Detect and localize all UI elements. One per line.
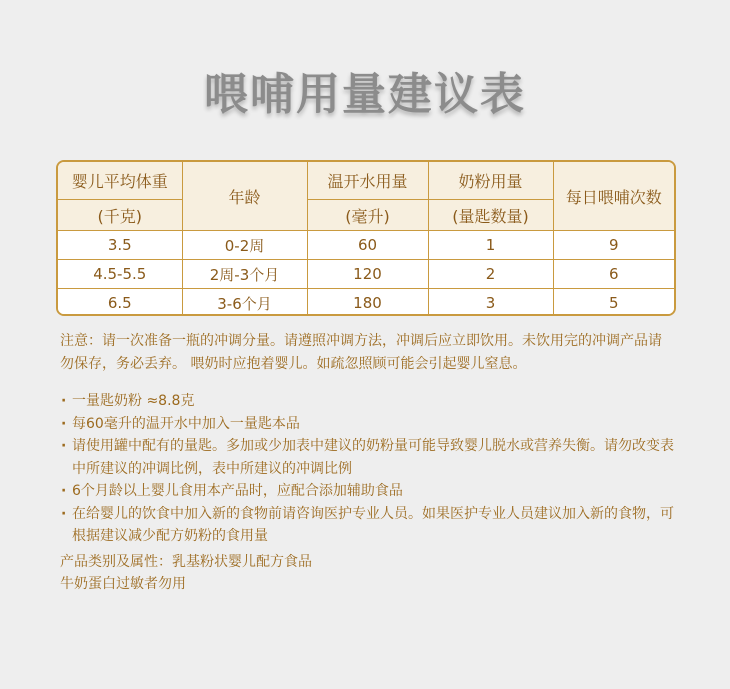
- table-row: [58, 260, 674, 289]
- list-item: · 在给婴儿的饮食中加入新的食物前请咨询医护专业人员。如果医护专业人员建议加入新的食物，可根据建议减少配方奶粉的食用量: [60, 503, 675, 548]
- allergy-warning: 牛奶蛋白过敏者勿用: [60, 576, 186, 592]
- cell-water: 60: [307, 231, 428, 260]
- cell-age: 2周-3个月: [182, 260, 307, 289]
- list-item: · 请使用罐中配有的量匙。多加或少加表中建议的奶粉量可能导致婴儿脱水或营养失衡。请勿改变表中所建议的冲调比例，表中所建议的冲调比例: [60, 435, 675, 480]
- header-age: 年龄: [182, 162, 307, 231]
- header-powder-unit: (量匙数量): [428, 200, 553, 231]
- cell-times: 9: [553, 231, 674, 260]
- cell-water: 180: [307, 289, 428, 317]
- header-powder: 奶粉用量: [428, 162, 553, 200]
- note-text: 注意：请一次准备一瓶的冲调分量。请遵照冲调方法，冲调后应立即饮用。未饮用完的冲调产品请勿保存，务必丢弃。 喂奶时应抱着婴儿。如疏忽照顾可能会引起婴儿窒息。: [60, 333, 662, 372]
- table-row: [58, 231, 674, 260]
- list-item: · 6个月龄以上婴儿食用本产品时，应配合添加辅助食品: [60, 480, 675, 503]
- feeding-table: [56, 160, 676, 316]
- table-row: [58, 289, 674, 317]
- cell-powder: 2: [428, 260, 553, 289]
- product-info: [60, 551, 675, 595]
- cell-water: 120: [307, 260, 428, 289]
- cell-weight: 6.5: [58, 289, 182, 317]
- header-water: 温开水用量: [307, 162, 428, 200]
- list-item: · 一量匙奶粉 ≈8.8克: [60, 390, 675, 413]
- header-weight: 婴儿平均体重: [58, 162, 182, 200]
- header-times: 每日喂哺次数: [553, 162, 674, 231]
- cell-weight: 4.5-5.5: [58, 260, 182, 289]
- list-item: · 每60毫升的温开水中加入一量匙本品: [60, 413, 675, 436]
- cell-weight: 3.5: [58, 231, 182, 260]
- cell-powder: 1: [428, 231, 553, 260]
- cell-times: 5: [553, 289, 674, 317]
- cell-times: 6: [553, 260, 674, 289]
- page-title: 喂哺用量建议表: [204, 69, 526, 120]
- header-weight-unit: (千克): [58, 200, 182, 231]
- cell-powder: 3: [428, 289, 553, 317]
- instruction-list: [60, 390, 675, 548]
- feeding-table-grid: [58, 162, 674, 316]
- cell-age: 3-6个月: [182, 289, 307, 317]
- product-category: 产品类别及属性：乳基粉状婴儿配方食品: [60, 554, 312, 570]
- cell-age: 0-2周: [182, 231, 307, 260]
- header-water-unit: (毫升): [307, 200, 428, 231]
